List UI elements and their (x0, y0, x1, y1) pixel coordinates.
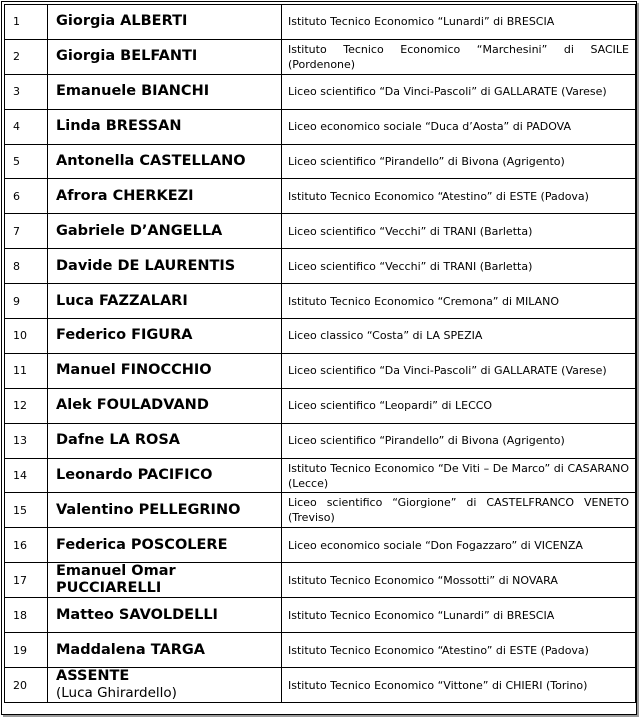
row-number: 3 (5, 74, 48, 109)
student-name-cell (48, 493, 282, 528)
row-number: 20 (5, 668, 48, 703)
school-cell: Istituto Tecnico Economico “Lunardi” di BRESCIA (282, 5, 636, 40)
school-cell: Istituto Tecnico Economico “De Viti – De Marco” di CASARANO (Lecce) (282, 458, 636, 493)
table-row (5, 423, 636, 458)
student-name: Linda BRESSAN (56, 118, 182, 135)
student-name-cell (48, 39, 282, 74)
table-row (5, 668, 636, 703)
table-row (5, 388, 636, 423)
student-name: Luca FAZZALARI (56, 292, 188, 309)
row-number: 2 (5, 39, 48, 74)
student-name: ASSENTE (56, 668, 130, 685)
table-row (5, 563, 636, 598)
student-name-cell (48, 5, 282, 40)
student-name: Afrora CHERKEZI (56, 187, 194, 204)
student-name: Leonardo PACIFICO (56, 467, 213, 484)
student-name-cell (48, 144, 282, 179)
school-cell: Liceo scientifico “Da Vinci-Pascoli” di GALLARATE (Varese) (282, 353, 636, 388)
school-cell: Istituto Tecnico Economico “Marchesini” di SACILE (Pordenone) (282, 39, 636, 74)
school-cell: Liceo scientifico “Vecchi” di TRANI (Barletta) (282, 214, 636, 249)
table-row (5, 528, 636, 563)
student-name-cell (48, 319, 282, 354)
table-row (5, 179, 636, 214)
school-cell: Istituto Tecnico Economico “Cremona” di MILANO (282, 284, 636, 319)
row-number: 11 (5, 353, 48, 388)
student-name-cell (48, 249, 282, 284)
student-name-cell (48, 633, 282, 668)
row-number: 14 (5, 458, 48, 493)
student-name: Antonella CASTELLANO (56, 153, 246, 169)
row-number: 17 (5, 563, 48, 598)
school-cell: Liceo classico “Costa” di LA SPEZIA (282, 319, 636, 354)
student-name: Alek FOULADVAND (56, 397, 209, 414)
student-name: Gabriele D’ANGELLA (56, 222, 223, 239)
student-name-cell (48, 109, 282, 144)
table-row (5, 493, 636, 528)
school-cell: Liceo scientifico “Pirandello” di Bivona (Agrigento) (282, 423, 636, 458)
school-cell: Istituto Tecnico Economico “Atestino” di ESTE (Padova) (282, 179, 636, 214)
school-cell: Liceo scientifico “Da Vinci-Pascoli” di GALLARATE (Varese) (282, 74, 636, 109)
school-cell: Liceo economico sociale “Don Fogazzaro” di VICENZA (282, 528, 636, 563)
row-number: 10 (5, 319, 48, 354)
table-row (5, 249, 636, 284)
table-row (5, 74, 636, 109)
row-number: 13 (5, 423, 48, 458)
student-name: Emanuel Omar PUCCIARELLI (56, 563, 176, 597)
student-name-cell (48, 423, 282, 458)
student-name-cell (48, 668, 282, 703)
student-name-cell (48, 528, 282, 563)
row-number: 16 (5, 528, 48, 563)
school-cell: Liceo scientifico “Leopardi” di LECCO (282, 388, 636, 423)
row-number: 12 (5, 388, 48, 423)
row-number: 4 (5, 109, 48, 144)
school-cell: Liceo scientifico “Giorgione” di CASTELFRANCO VENETO (Treviso) (282, 493, 636, 528)
student-name: Giorgia ALBERTI (56, 13, 188, 30)
school-cell: Istituto Tecnico Economico “Vittone” di CHIERI (Torino) (282, 668, 636, 703)
student-name-cell (48, 563, 282, 598)
row-number: 9 (5, 284, 48, 319)
student-name: Dafne LA ROSA (56, 432, 181, 449)
participants-table-body (5, 5, 636, 703)
student-name-cell (48, 353, 282, 388)
school-cell: Liceo scientifico “Pirandello” di Bivona (Agrigento) (282, 144, 636, 179)
student-name: Matteo SAVOLDELLI (56, 606, 218, 623)
student-name-cell (48, 388, 282, 423)
table-row (5, 214, 636, 249)
table-row (5, 5, 636, 40)
table-row (5, 144, 636, 179)
student-name: Federica POSCOLERE (56, 536, 228, 553)
student-name-cell (48, 214, 282, 249)
table-row (5, 39, 636, 74)
row-number: 6 (5, 179, 48, 214)
student-name-cell (48, 74, 282, 109)
table-row (5, 353, 636, 388)
table-row (5, 284, 636, 319)
student-name: Manuel FINOCCHIO (56, 362, 212, 379)
table-row (5, 598, 636, 633)
table-row (5, 319, 636, 354)
student-name: Emanuele BIANCHI (56, 83, 210, 100)
student-name: Giorgia BELFANTI (56, 48, 198, 65)
school-cell: Istituto Tecnico Economico “Lunardi” di BRESCIA (282, 598, 636, 633)
student-name-cell (48, 458, 282, 493)
table-row (5, 109, 636, 144)
row-number: 18 (5, 598, 48, 633)
student-name-cell (48, 179, 282, 214)
school-cell: Liceo economico sociale “Duca d’Aosta” di PADOVA (282, 109, 636, 144)
participants-table (4, 4, 636, 703)
student-name: Maddalena TARGA (56, 641, 205, 658)
student-name: Federico FIGURA (56, 327, 193, 344)
row-number: 1 (5, 5, 48, 40)
student-note: (Luca Ghirardello) (56, 685, 177, 702)
table-row (5, 633, 636, 668)
student-name-cell (48, 598, 282, 633)
row-number: 19 (5, 633, 48, 668)
row-number: 5 (5, 144, 48, 179)
school-cell: Liceo scientifico “Vecchi” di TRANI (Barletta) (282, 249, 636, 284)
document-frame (1, 1, 637, 715)
student-name-cell (48, 284, 282, 319)
table-row (5, 458, 636, 493)
student-name: Valentino PELLEGRINO (56, 501, 241, 518)
row-number: 15 (5, 493, 48, 528)
row-number: 7 (5, 214, 48, 249)
row-number: 8 (5, 249, 48, 284)
school-cell: Istituto Tecnico Economico “Mossotti” di NOVARA (282, 563, 636, 598)
school-cell: Istituto Tecnico Economico “Atestino” di ESTE (Padova) (282, 633, 636, 668)
student-name: Davide DE LAURENTIS (56, 257, 236, 274)
